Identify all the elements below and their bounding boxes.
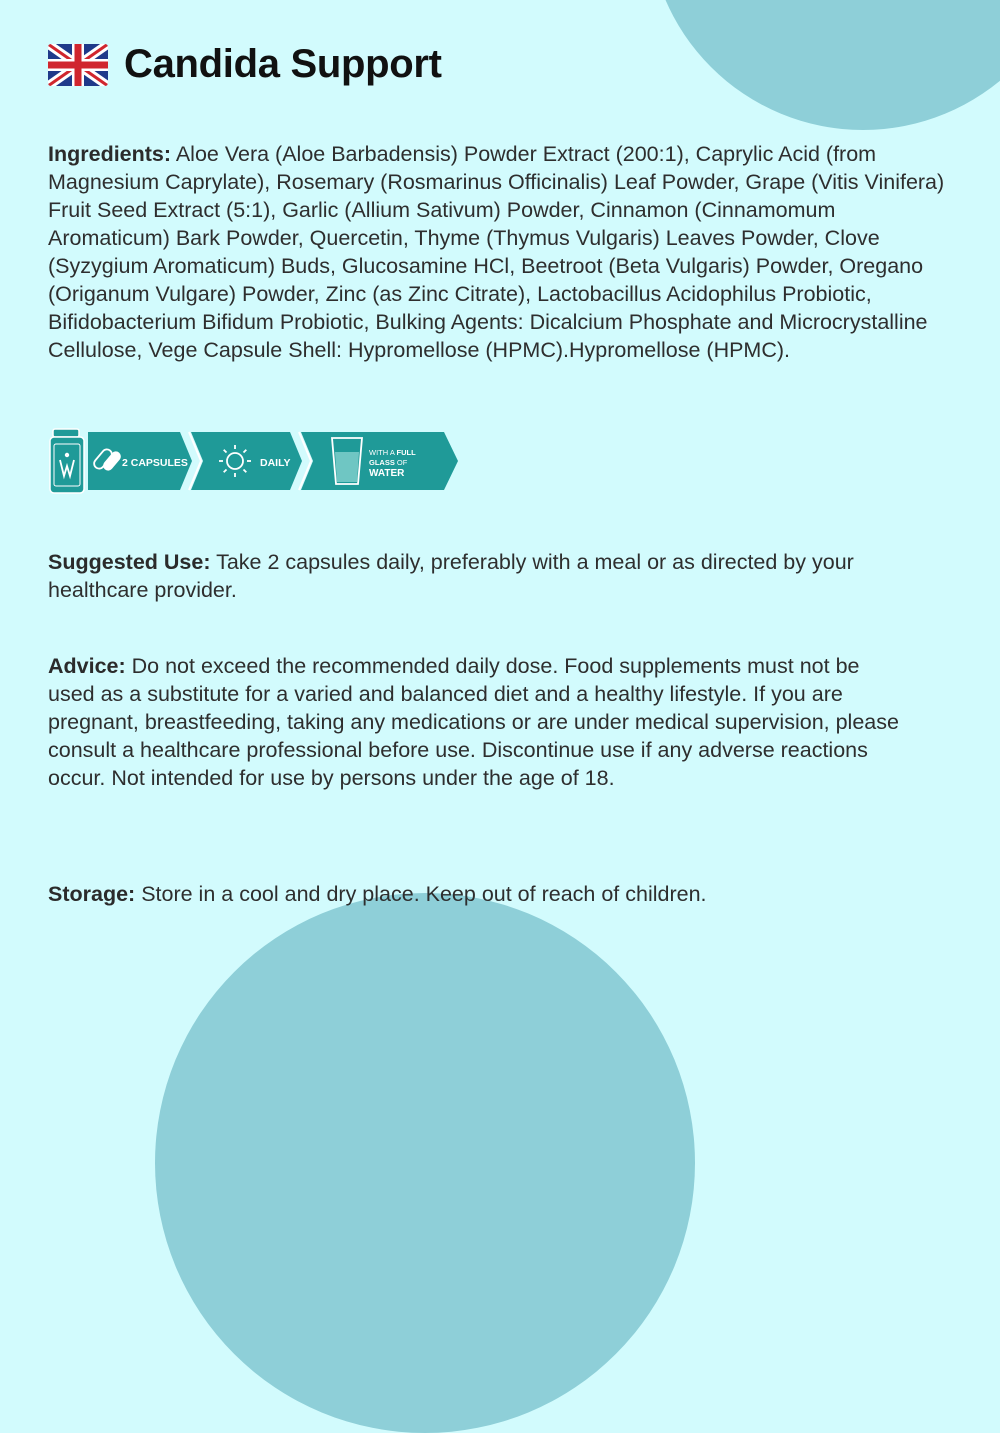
ingredients-text: Aloe Vera (Aloe Barbadensis) Powder Extract (200:1), Caprylic Acid (from Magnesium Caprylate), Rosemary (Rosmarinus Officinalis) Leaf Powder, Grape (Vitis Vinifera) Fruit Seed Extract (5:1), Garlic (Allium Sativum) Powder, Cinnamon (Cinnamomum Aromaticum) Bark Powder, Quercetin, Thyme (Thymus Vulgaris) Leaves Powder, Clove (Syzygium Aromaticum) Buds, Glucosamine HCl, Beetroot (Beta Vulgaris) Powder, Oregano (Origanum Vulgare) Powder, Zinc (as Zinc Citrate), Lactobacillus Acidophilus Probiotic, Bifidobacterium Bifidum Probiotic, Bulking Agents: Dicalcium Phosphate and Microcrystalline Cellulose, Vege Capsule Shell: Hypromellose (HPMC).Hypromellose (HPMC).	[48, 142, 945, 362]
ingredients-section	[48, 140, 953, 364]
water-line-1: WITH A FULL	[369, 448, 416, 457]
storage-label: Storage:	[48, 882, 136, 906]
dosage-capsules-label: 2 CAPSULES	[122, 457, 188, 469]
water-line-3: WATER	[369, 468, 405, 479]
storage-section	[48, 880, 953, 908]
ingredients-label: Ingredients:	[48, 142, 172, 166]
advice-text: Do not exceed the recommended daily dose. Food supplements must not be used as a substitute for a varied and balanced diet and a healthy lifestyle. If you are pregnant, breastfeeding, taking any medications or are under medical supervision, please consult a healthcare professional before use. Discontinue use if any adverse reactions occur. Not intended for use by persons under the age of 18.	[48, 654, 899, 790]
advice-label: Advice:	[48, 654, 126, 678]
advice-section	[48, 652, 908, 792]
water-line-2: GLASS OF	[369, 458, 408, 467]
suggested-use-label: Suggested Use:	[48, 550, 211, 574]
dosage-graphic	[48, 428, 460, 494]
decorative-circle-top	[648, 0, 1000, 130]
decorative-circle-bottom	[155, 893, 695, 1433]
dosage-daily-label: DAILY	[260, 457, 291, 469]
bottle-icon	[50, 429, 84, 493]
suggested-use-text: Take 2 capsules daily, preferably with a meal or as directed by your healthcare provider.	[48, 550, 854, 602]
header	[48, 42, 442, 87]
storage-text: Store in a cool and dry place. Keep out of reach of children.	[135, 882, 707, 906]
uk-flag-icon	[48, 44, 108, 86]
suggested-use-section	[48, 548, 928, 604]
page-title: Candida Support	[124, 42, 442, 86]
